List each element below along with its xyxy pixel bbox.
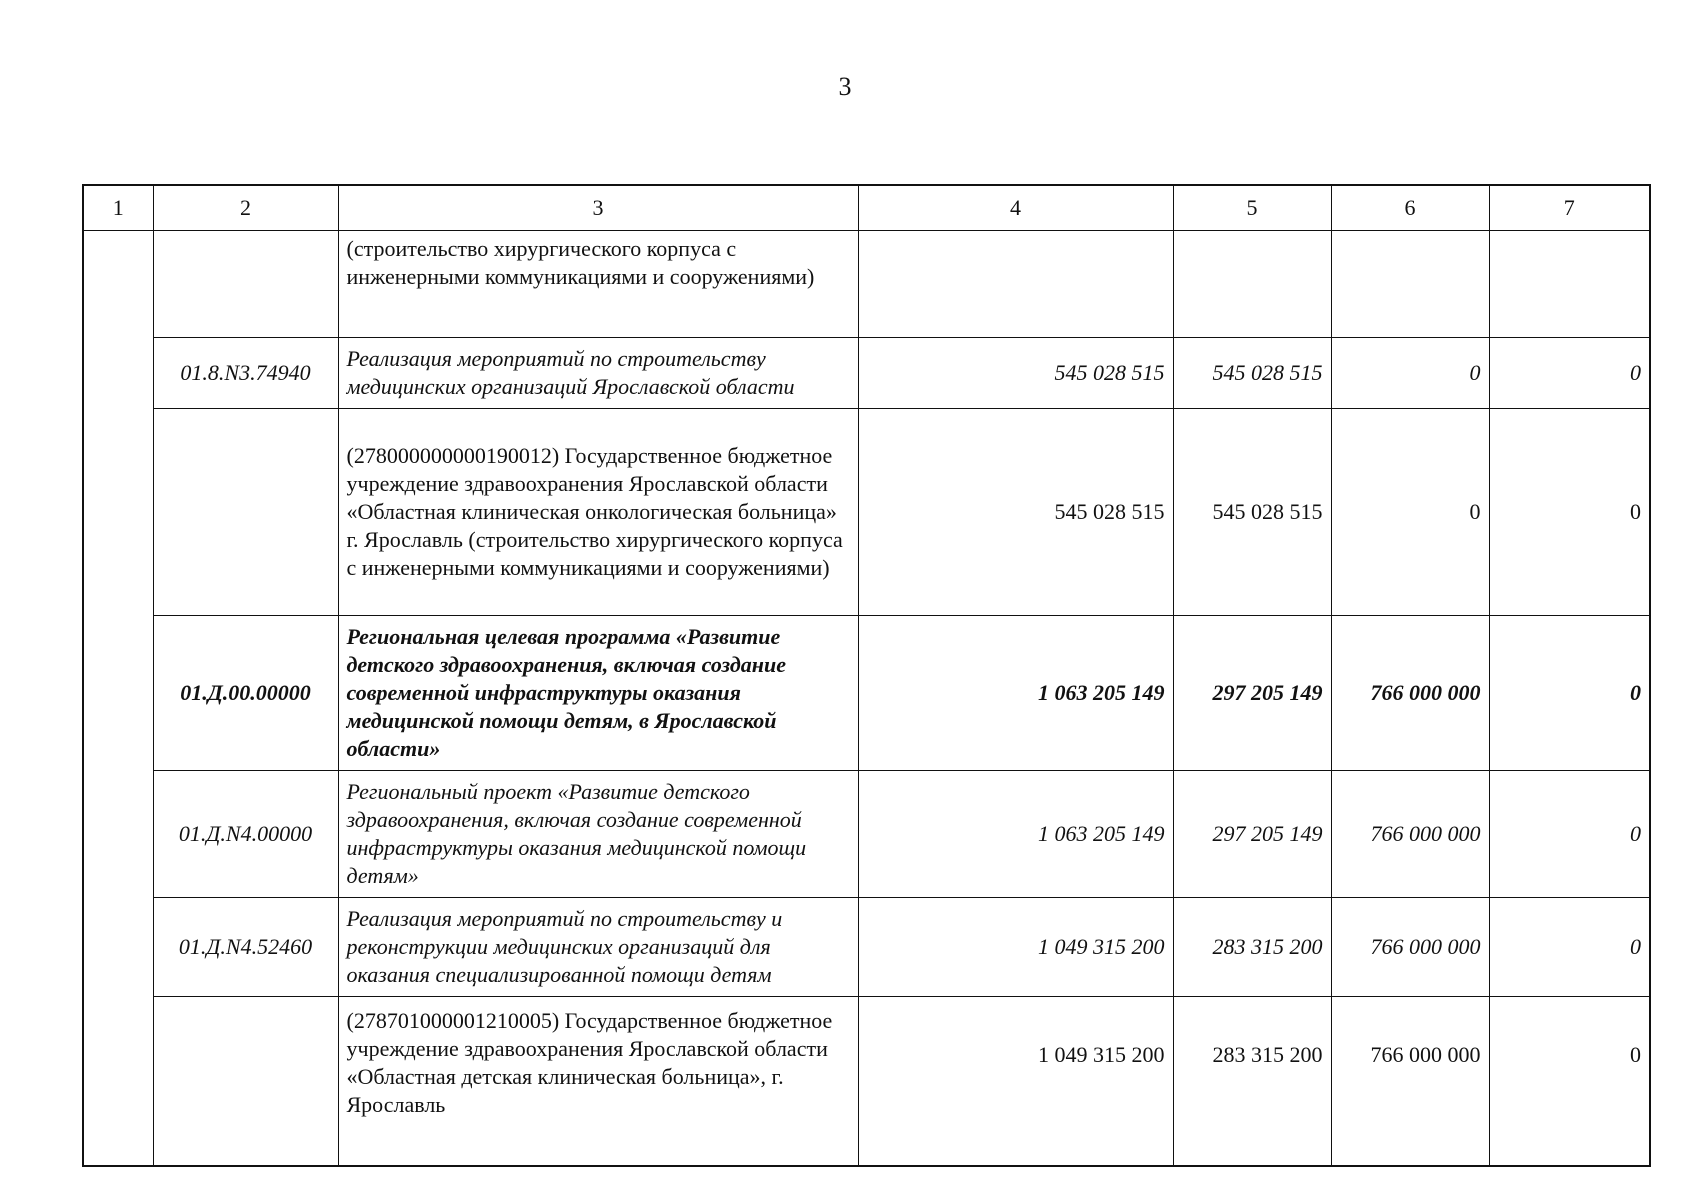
- column-header-1: 1: [83, 185, 153, 231]
- row-name: (278000000000190012) Государственное бюджетное учреждение здравоохранения Ярославской области «Областная клиническая онкологическая больница» г. Ярославль (строительство хирургического корпуса с инженерными коммуникациями и сооружениями): [338, 409, 858, 616]
- table-row: [83, 898, 1650, 997]
- row-code: 01.Д.N4.52460: [153, 898, 338, 997]
- table-header: [83, 185, 1650, 231]
- page-number: 3: [838, 72, 852, 101]
- budget-table: [82, 184, 1651, 1167]
- table-row: [83, 338, 1650, 409]
- row-value-4: 1 063 205 149: [858, 771, 1173, 898]
- row-value-5: 283 315 200: [1173, 898, 1331, 997]
- column-header-3: 3: [338, 185, 858, 231]
- row-code: 01.Д.00.00000: [153, 616, 338, 771]
- column-header-6: 6: [1331, 185, 1489, 231]
- row-name: (строительство хирургического корпуса с инженерными коммуникациями и сооружениями): [338, 231, 858, 338]
- row-name: (278701000001210005) Государственное бюджетное учреждение здравоохранения Ярославской области «Областная детская клиническая больница», г. Ярославль: [338, 997, 858, 1167]
- row-code: [153, 997, 338, 1167]
- row-value-7: 0: [1489, 898, 1650, 997]
- row-value-7: 0: [1489, 771, 1650, 898]
- row-value-5: 545 028 515: [1173, 409, 1331, 616]
- row-code: 01.Д.N4.00000: [153, 771, 338, 898]
- row-value-7: 0: [1489, 997, 1650, 1167]
- table-body: [83, 231, 1650, 1167]
- row-value-5: 297 205 149: [1173, 616, 1331, 771]
- row-value-6: 766 000 000: [1331, 898, 1489, 997]
- row-value-6: 0: [1331, 338, 1489, 409]
- column-1-cell: [83, 231, 153, 1167]
- table-row: [83, 997, 1650, 1167]
- row-value-5: 297 205 149: [1173, 771, 1331, 898]
- row-name: Реализация мероприятий по строительству и реконструкции медицинских организаций для оказания специализированной помощи детям: [338, 898, 858, 997]
- column-header-5: 5: [1173, 185, 1331, 231]
- table-row: [83, 409, 1650, 616]
- row-name: Региональная целевая программа «Развитие детского здравоохранения, включая создание современной инфраструктуры оказания медицинской помощи детям, в Ярославской области»: [338, 616, 858, 771]
- row-value-5: 283 315 200: [1173, 997, 1331, 1167]
- table-row: [83, 616, 1650, 771]
- row-value-7: 0: [1489, 409, 1650, 616]
- table-row: [83, 231, 1650, 338]
- row-value-7: 0: [1489, 616, 1650, 771]
- column-header-2: 2: [153, 185, 338, 231]
- row-value-5: [1173, 231, 1331, 338]
- row-value-7: [1489, 231, 1650, 338]
- row-value-6: 766 000 000: [1331, 997, 1489, 1167]
- row-value-6: 766 000 000: [1331, 771, 1489, 898]
- row-value-4: 545 028 515: [858, 338, 1173, 409]
- row-value-5: 545 028 515: [1173, 338, 1331, 409]
- row-value-4: 1 063 205 149: [858, 616, 1173, 771]
- row-value-4: 1 049 315 200: [858, 997, 1173, 1167]
- row-name: Реализация мероприятий по строительству медицинских организаций Ярославской области: [338, 338, 858, 409]
- row-name: Региональный проект «Развитие детского здравоохранения, включая создание современной инфраструктуры оказания медицинской помощи детям»: [338, 771, 858, 898]
- table-row: [83, 771, 1650, 898]
- header-row: [83, 185, 1650, 231]
- row-value-6: [1331, 231, 1489, 338]
- row-value-4: 545 028 515: [858, 409, 1173, 616]
- column-header-4: 4: [858, 185, 1173, 231]
- row-code: [153, 231, 338, 338]
- row-value-7: 0: [1489, 338, 1650, 409]
- row-code: [153, 409, 338, 616]
- row-code: 01.8.N3.74940: [153, 338, 338, 409]
- column-header-7: 7: [1489, 185, 1650, 231]
- row-value-4: 1 049 315 200: [858, 898, 1173, 997]
- row-value-4: [858, 231, 1173, 338]
- row-value-6: 0: [1331, 409, 1489, 616]
- row-value-6: 766 000 000: [1331, 616, 1489, 771]
